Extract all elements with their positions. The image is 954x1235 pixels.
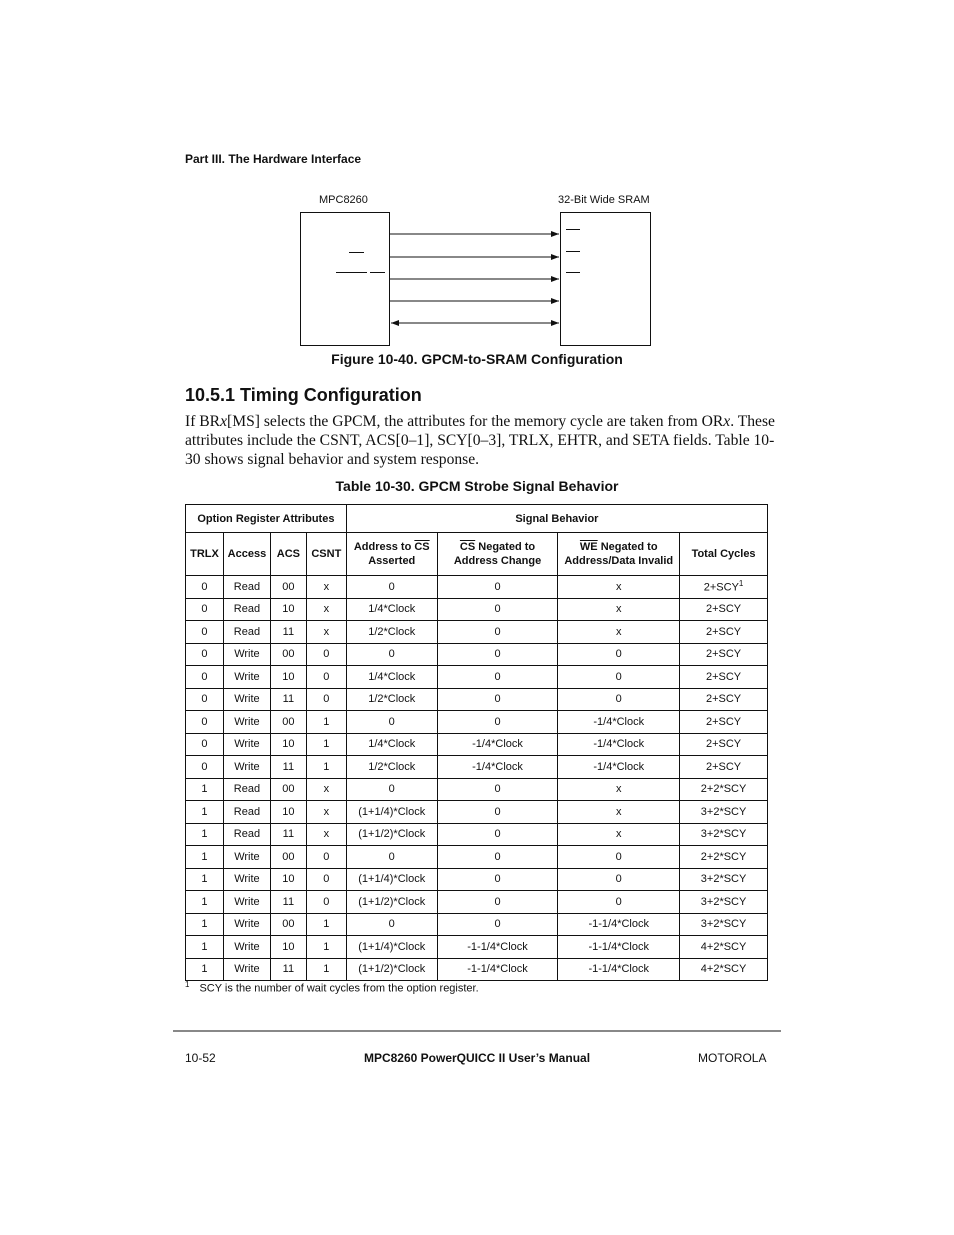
table-row <box>186 733 768 756</box>
col-header-total-cycles: Total Cycles <box>680 533 768 576</box>
table-cell: 1 <box>306 936 346 959</box>
sram-label: 32-Bit Wide SRAM <box>558 194 650 206</box>
table-cell: 10 <box>270 936 306 959</box>
table-cell: 0 <box>437 598 558 621</box>
table-cell: 1/4*Clock <box>346 598 437 621</box>
table-cell: 2+SCY <box>680 688 768 711</box>
table-cell: Read <box>223 598 270 621</box>
table-cell: 0 <box>306 643 346 666</box>
col-header-trlx: TRLX <box>186 533 224 576</box>
table-cell: 0 <box>306 868 346 891</box>
table-cell: (1+1/2)*Clock <box>346 958 437 981</box>
table-cell: x <box>306 598 346 621</box>
table-row <box>186 576 768 599</box>
table-cell: 0 <box>437 913 558 936</box>
table-cell: 3+2*SCY <box>680 823 768 846</box>
table-row <box>186 598 768 621</box>
table-cell: -1-1/4*Clock <box>437 936 558 959</box>
table-cell: x <box>306 621 346 644</box>
table-footnote: $^1$ SCY is the number of wait cycles from the option register. <box>185 980 479 995</box>
table-cell: 1/4*Clock <box>346 733 437 756</box>
col-header-cs-negated: $\overline{CS}$ Negated to Address Change <box>437 533 558 576</box>
table-cell: 11 <box>270 688 306 711</box>
table-cell: -1/4*Clock <box>437 733 558 756</box>
table-cell: 1/4*Clock <box>346 666 437 689</box>
table-row <box>186 823 768 846</box>
table-cell: 1 <box>306 958 346 981</box>
table-cell: -1/4*Clock <box>558 733 680 756</box>
table-cell: 2+SCY <box>680 733 768 756</box>
col-header-address-cs: Address to $\overline{CS}$ Asserted <box>346 533 437 576</box>
table-cell: $2+SCY^1$ <box>680 576 768 599</box>
table-cell: 0 <box>437 823 558 846</box>
table-row <box>186 801 768 824</box>
part-header: Part III. The Hardware Interface <box>185 152 362 166</box>
overbar-mark <box>370 272 385 273</box>
table-cell: x <box>306 801 346 824</box>
table-row <box>186 913 768 936</box>
table-cell: 10 <box>270 868 306 891</box>
table-cell: 0 <box>437 778 558 801</box>
para-text: If BR <box>185 413 221 430</box>
table-cell: 0 <box>346 778 437 801</box>
table-cell: 00 <box>270 913 306 936</box>
table-row <box>186 756 768 779</box>
table-cell: 0 <box>558 846 680 869</box>
table-cell: 1 <box>186 891 224 914</box>
table-cell: 3+2*SCY <box>680 801 768 824</box>
table-cell: -1/4*Clock <box>437 756 558 779</box>
table-cell: 1/2*Clock <box>346 621 437 644</box>
table-cell: 00 <box>270 711 306 734</box>
table-cell: 0 <box>437 621 558 644</box>
table-cell: 0 <box>186 733 224 756</box>
table-cell: 10 <box>270 733 306 756</box>
table-cell: 0 <box>437 868 558 891</box>
table-cell: 11 <box>270 891 306 914</box>
table-cell: 0 <box>437 688 558 711</box>
table-cell: x <box>558 598 680 621</box>
table-cell: Write <box>223 756 270 779</box>
table-cell: 0 <box>186 711 224 734</box>
table-cell: 4+2*SCY <box>680 958 768 981</box>
table-cell: 11 <box>270 823 306 846</box>
table-cell: x <box>558 621 680 644</box>
table-cell: 1/2*Clock <box>346 688 437 711</box>
table-cell: 1 <box>186 823 224 846</box>
mpc8260-label: MPC8260 <box>319 194 368 206</box>
table-cell: Write <box>223 936 270 959</box>
table-cell: 0 <box>186 598 224 621</box>
table-cell: Read <box>223 576 270 599</box>
table-row <box>186 846 768 869</box>
table-cell: -1/4*Clock <box>558 711 680 734</box>
table-cell: 2+SCY <box>680 666 768 689</box>
brand-name: MOTOROLA <box>698 1051 767 1065</box>
table-cell: 0 <box>346 711 437 734</box>
table-cell: (1+1/4)*Clock <box>346 801 437 824</box>
table-cell: Write <box>223 711 270 734</box>
body-paragraph <box>185 412 775 469</box>
col-header-csnt: CSNT <box>306 533 346 576</box>
table-cell: 2+SCY <box>680 711 768 734</box>
table-cell: 3+2*SCY <box>680 891 768 914</box>
table-cell: 4+2*SCY <box>680 936 768 959</box>
table-cell: x <box>306 823 346 846</box>
table-cell: 0 <box>558 688 680 711</box>
page-number: 10-52 <box>185 1051 216 1065</box>
table-cell: x <box>558 823 680 846</box>
table-cell: 1 <box>306 711 346 734</box>
table-row <box>186 666 768 689</box>
table-cell: -1/4*Clock <box>558 756 680 779</box>
table-cell: Write <box>223 958 270 981</box>
table-cell: 0 <box>306 688 346 711</box>
table-cell: 0 <box>437 846 558 869</box>
table-cell: 0 <box>558 891 680 914</box>
table-cell: 00 <box>270 778 306 801</box>
table-cell: 2+SCY <box>680 643 768 666</box>
table-cell: 0 <box>437 711 558 734</box>
table-row <box>186 711 768 734</box>
table-cell: 1 <box>186 801 224 824</box>
group-header-signal: Signal Behavior <box>346 505 767 533</box>
overbar-mark <box>336 272 367 273</box>
table-cell: 0 <box>186 643 224 666</box>
table-cell: Write <box>223 891 270 914</box>
table-cell: -1-1/4*Clock <box>558 958 680 981</box>
signal-connections <box>390 212 560 346</box>
table-cell: Write <box>223 913 270 936</box>
table-cell: 0 <box>558 868 680 891</box>
table-cell: 10 <box>270 598 306 621</box>
table-row <box>186 688 768 711</box>
table-cell: x <box>558 801 680 824</box>
table-cell: 0 <box>306 846 346 869</box>
table-cell: 0 <box>346 643 437 666</box>
table-cell: 0 <box>346 913 437 936</box>
para-text: . These attributes include the CSNT, ACS[0–1], SCY[0–3], TRLX, EHTR, and SETA fields. Table 10-30 shows signal behavior and system response. <box>185 413 775 468</box>
table-cell: 2+SCY <box>680 621 768 644</box>
table-cell: Read <box>223 778 270 801</box>
table-row <box>186 936 768 959</box>
table-cell: 00 <box>270 643 306 666</box>
table-cell: 1 <box>186 868 224 891</box>
table-cell: 1 <box>306 756 346 779</box>
table-cell: 1 <box>186 846 224 869</box>
table-cell: 1 <box>186 958 224 981</box>
table-cell: 1 <box>186 778 224 801</box>
table-cell: 3+2*SCY <box>680 913 768 936</box>
table-cell: Write <box>223 733 270 756</box>
overbar-mark <box>566 251 580 252</box>
table-cell: Write <box>223 846 270 869</box>
table-cell: 00 <box>270 846 306 869</box>
col-header-access: Access <box>223 533 270 576</box>
table-cell: 2+2*SCY <box>680 846 768 869</box>
table-cell: -1-1/4*Clock <box>558 913 680 936</box>
table-cell: 0 <box>186 621 224 644</box>
table-cell: 0 <box>437 666 558 689</box>
table-cell: 0 <box>186 688 224 711</box>
table-row <box>186 958 768 981</box>
gpcm-strobe-table <box>185 504 768 981</box>
table-cell: 00 <box>270 576 306 599</box>
table-cell: (1+1/4)*Clock <box>346 868 437 891</box>
table-cell: 1 <box>306 913 346 936</box>
para-text: [MS] selects the GPCM, the attributes for the memory cycle are taken from OR <box>227 413 724 430</box>
table-cell: 10 <box>270 801 306 824</box>
table-cell: (1+1/4)*Clock <box>346 936 437 959</box>
sram-block <box>560 212 651 346</box>
table-cell: 11 <box>270 621 306 644</box>
table-cell: 11 <box>270 958 306 981</box>
table-cell: 1 <box>306 733 346 756</box>
table-title: Table 10-30. GPCM Strobe Signal Behavior <box>335 478 619 494</box>
table-cell: 0 <box>306 891 346 914</box>
table-row <box>186 868 768 891</box>
mpc8260-block <box>300 212 390 346</box>
table-cell: Write <box>223 688 270 711</box>
footer-rule <box>173 1030 781 1032</box>
table-cell: x <box>306 576 346 599</box>
table-cell: 11 <box>270 756 306 779</box>
table-cell: Read <box>223 801 270 824</box>
table-cell: -1-1/4*Clock <box>558 936 680 959</box>
table-cell: 0 <box>186 576 224 599</box>
para-italic: x <box>723 413 731 430</box>
table-cell: Write <box>223 666 270 689</box>
table-cell: (1+1/2)*Clock <box>346 891 437 914</box>
table-row <box>186 778 768 801</box>
table-cell: (1+1/2)*Clock <box>346 823 437 846</box>
table-cell: Write <box>223 643 270 666</box>
table-cell: 2+2*SCY <box>680 778 768 801</box>
table-cell: 0 <box>437 891 558 914</box>
table-cell: 0 <box>558 666 680 689</box>
table-cell: Read <box>223 621 270 644</box>
col-header-we-negated: $\overline{WE}$ Negated to Address/Data Invalid <box>558 533 680 576</box>
table-row <box>186 621 768 644</box>
table-cell: 1 <box>186 936 224 959</box>
figure-caption: Figure 10-40. GPCM-to-SRAM Configuration <box>331 351 623 367</box>
table-row <box>186 891 768 914</box>
table-cell: 0 <box>186 666 224 689</box>
table-cell: x <box>306 778 346 801</box>
table-cell: 2+SCY <box>680 756 768 779</box>
overbar-mark <box>566 229 580 230</box>
table-cell: 0 <box>437 801 558 824</box>
table-cell: 0 <box>186 756 224 779</box>
table-cell: 3+2*SCY <box>680 868 768 891</box>
table-cell: Write <box>223 868 270 891</box>
manual-title: MPC8260 PowerQUICC II User’s Manual <box>363 1051 591 1065</box>
table-cell: 0 <box>437 643 558 666</box>
table-cell: -1-1/4*Clock <box>437 958 558 981</box>
overbar-mark <box>566 272 580 273</box>
group-header-attributes: Option Register Attributes <box>186 505 347 533</box>
section-title: 10.5.1 Timing Configuration <box>185 385 422 405</box>
table-cell: 0 <box>306 666 346 689</box>
overbar-mark <box>349 252 364 253</box>
table-cell: Read <box>223 823 270 846</box>
table-cell: 2+SCY <box>680 598 768 621</box>
para-italic: x <box>220 413 228 430</box>
table-cell: x <box>558 778 680 801</box>
table-cell: 1/2*Clock <box>346 756 437 779</box>
table-cell: x <box>558 576 680 599</box>
table-cell: 0 <box>558 643 680 666</box>
col-header-acs: ACS <box>270 533 306 576</box>
table-cell: 0 <box>437 576 558 599</box>
table-cell: 0 <box>346 846 437 869</box>
table-row <box>186 643 768 666</box>
table-cell: 0 <box>346 576 437 599</box>
table-cell: 10 <box>270 666 306 689</box>
table-cell: 1 <box>186 913 224 936</box>
